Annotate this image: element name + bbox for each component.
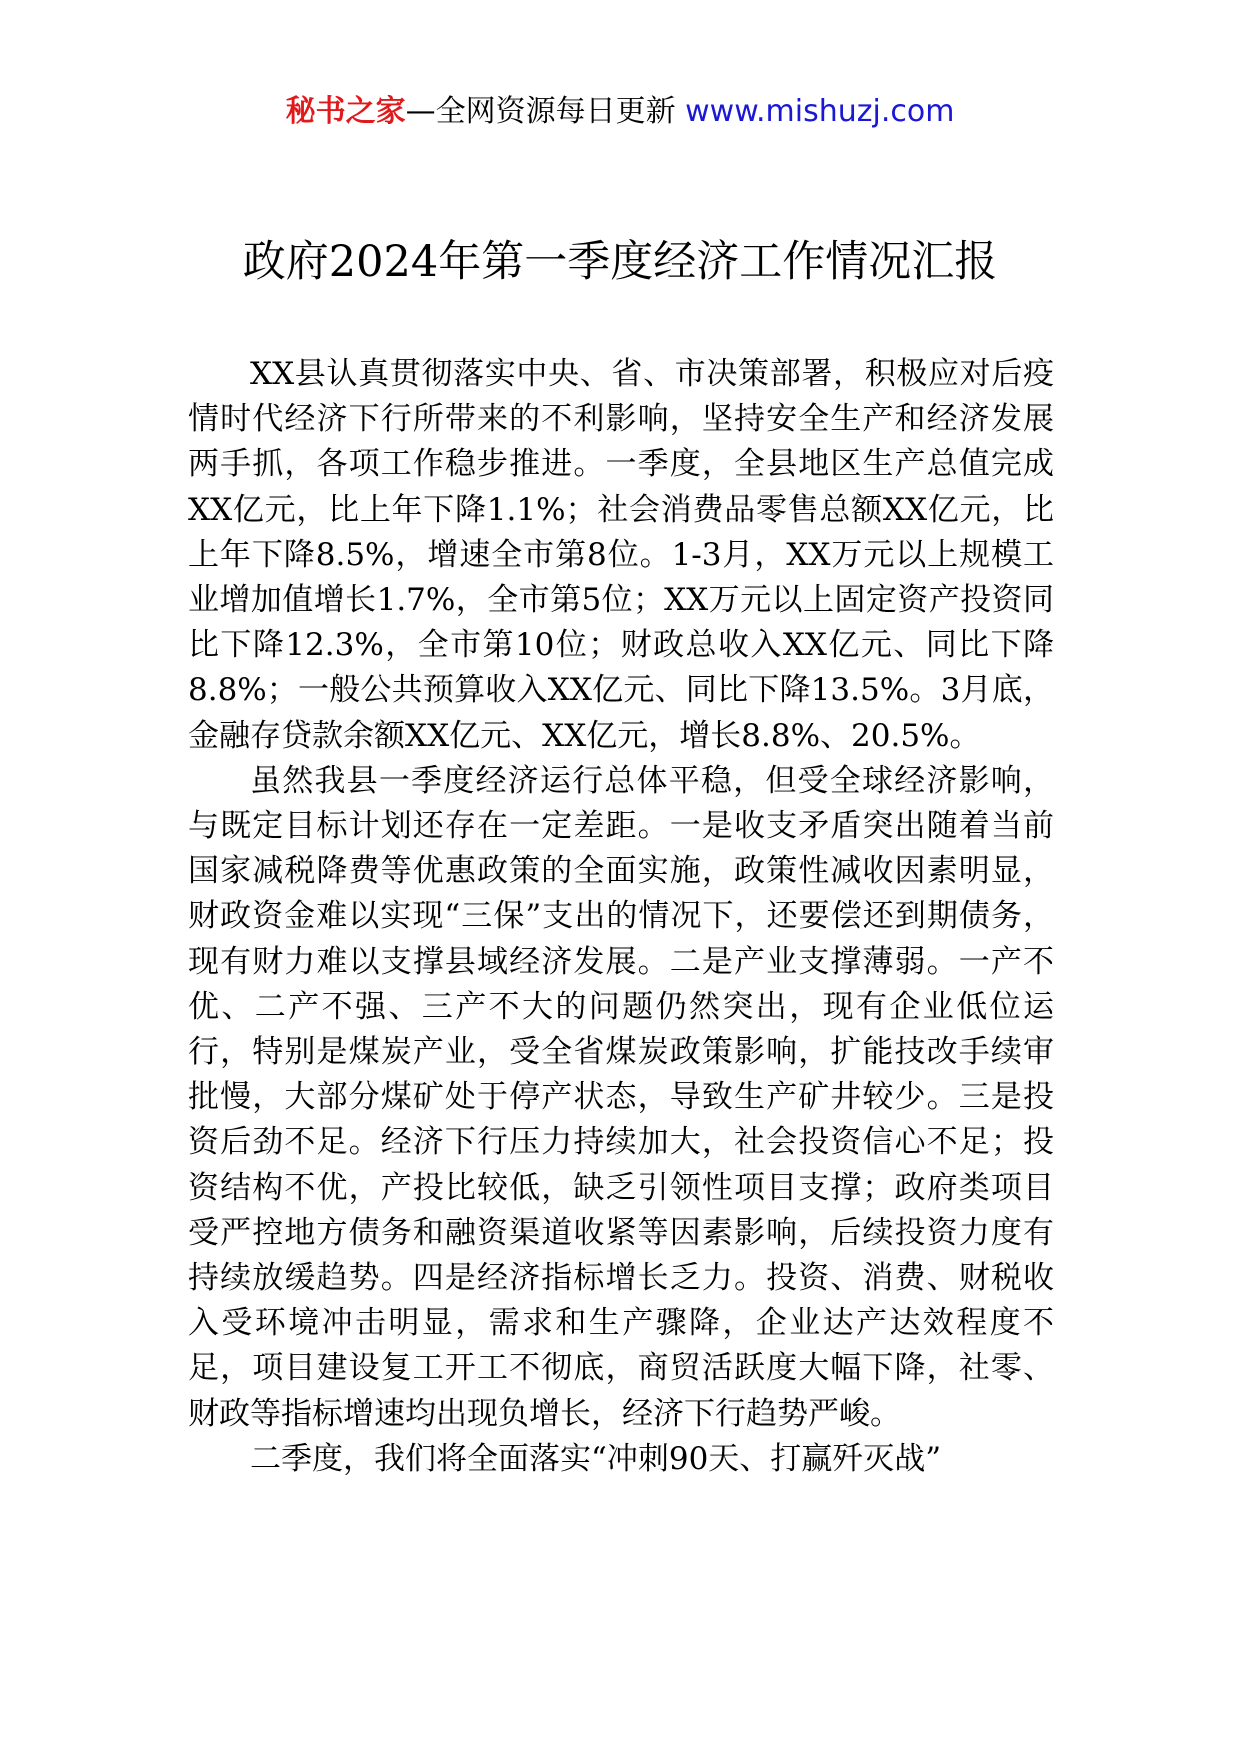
brand-name: 秘书之家 bbox=[285, 94, 406, 129]
paragraph-1: XX县认真贯彻落实中央、省、市决策部署，积极应对后疫情时代经济下行所带来的不利影响，坚持安全生产和经济发展两手抓，各项工作稳步推进。一季度，全县地区生产总值完成XX亿元，比上年下降1.1%；社会消费品零售总额XX亿元，比上年下降8.5%，增速全市第8位。1-3月，XX万元以上规模工业增加值增长1.7%，全市第5位；XX万元以上固定资产投资同比下降12.3%，全市第10位；财政总收入XX亿元、同比下降8.8%；一般公共预算收入XX亿元、同比下降13.5%。3月底，金融存贷款余额XX亿元、XX亿元，增长8.8%、20.5%。 bbox=[188, 356, 1054, 754]
paragraph-2: 虽然我县一季度经济运行总体平稳，但受全球经济影响，与既定目标计划还存在一定差距。一是收支矛盾突出随着当前国家减税降费等优惠政策的全面实施，政策性减收因素明显，财政资金难以实现“三保”支出的情况下，还要偿还到期债务，现有财力难以支撑县域经济发展。二是产业支撑薄弱。一产不优、二产不强、三产不大的问题仍然突出，现有企业低位运行，特别是煤炭产业，受全省煤炭政策影响，扩能技改手续审批慢，大部分煤矿处于停产状态，导致生产矿井较少。三是投资后劲不足。经济下行压力持续加大，社会投资信心不足；投资结构不优，产投比较低，缺乏引领性项目支撑；政府类项目受严控地方债务和融资渠道收紧等因素影响，后续投资力度有持续放缓趋势。四是经济指标增长乏力。投资、消费、财税收入受环境冲击明显，需求和生产骤降，企业达产达效程度不足，项目建设复工开工不彻底，商贸活跃度大幅下降，社零、财政等指标增速均出现负增长，经济下行趋势严峻。 bbox=[188, 762, 1054, 1432]
site-header bbox=[0, 92, 1240, 132]
document-title: 政府2024年第一季度经济工作情况汇报 bbox=[242, 237, 998, 287]
paragraph-3: 二季度，我们将全面落实“冲刺90天、打赢歼灭战” bbox=[250, 1440, 942, 1477]
header-tagline: —全网资源每日更新 bbox=[405, 94, 676, 129]
site-url-link[interactable]: www.mishuzj.com bbox=[685, 94, 955, 129]
document-body bbox=[188, 352, 1054, 1482]
